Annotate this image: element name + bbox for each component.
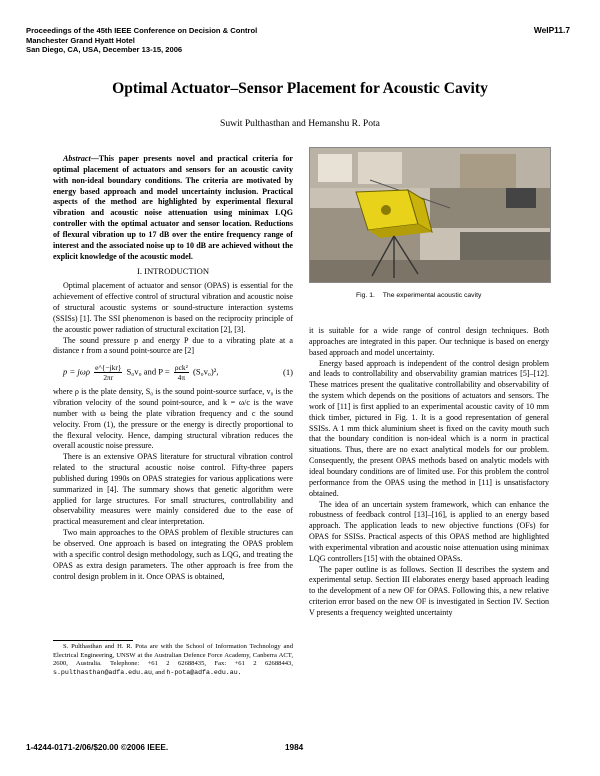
intro-paragraph-4: There is an extensive OPAS literature for structural vibration control related to the structural acoustic noise control. Fifty-three papers published during 1990s on OPAS strategies for various applications were summarized in [4]. The summary shows that genetic algorithm were applied for large structures. For small structures, controllability and observability measures were mainly considered due to the ease of practical measurement and clear interpretation.	[53, 452, 293, 527]
right-paragraph-1: it is suitable for a wide range of control design techniques. Both approaches are integrated in this paper. Our technique is based on energy based approach and model uncertainty.	[309, 326, 549, 357]
right-paragraph-2: Energy based approach is independent of the control design problem and leads to controllability and observability gramian matrices [5]–[12]. These matrices present the qualitative controllability and observability of the system which depends on the positions of actuators and sensors. The work of [11] is first applied to an experimental acoustic cavity of 10 mm thick timber, pictured in Fig. 1. It is a good representation of general SSISs. A 1 mm thick aluminium sheet is fixed on the cavity mouth such that the boundary condition is non-ideal which is a norm in practical situations. Thus, there are no exact analytical models for our problem. Consequently, the present OPAS methods based on analytic models with ideal boundary conditions are of limited use. For this problem the control performance from the OPAS using the method in [11] is unsatisfactory obtained.	[309, 358, 549, 498]
experimental-cavity-photo	[309, 147, 551, 283]
intro-paragraph-1: Optimal placement of actuator and sensor (OPAS) is essential for the achievement of effective control of structural vibration and acoustic noise of structural acoustic systems or sound-structure interaction systems (SSISs) [1]. The SSI phenomenon is based on the reciprocity principle of the acoustic power radiation of structural excitation [2], [3].	[53, 281, 293, 334]
footnote-rule	[53, 640, 133, 641]
eq-denominator-2: 4π	[177, 372, 186, 382]
header-line-2: Manchester Grand Hyatt Hotel	[26, 35, 135, 45]
eq-denominator-1: 2πr	[103, 372, 114, 382]
intro-paragraph-2: The sound pressure p and energy P due to a vibrating plate at a distance r from a sound point-source are [2]	[53, 335, 293, 356]
equation-1	[53, 357, 293, 387]
conference-header	[26, 26, 257, 55]
header-line-1: Proceedings of the 45th IEEE Conference on Decision & Control	[26, 26, 258, 35]
figure-caption-label: Fig. 1.	[356, 292, 375, 299]
abstract	[53, 154, 293, 262]
paper-title: Optimal Actuator–Sensor Placement for Acoustic Cavity	[112, 80, 488, 97]
eq-tail: (S₀v₀)²,	[192, 366, 219, 377]
figure-caption-text: The experimental acoustic cavity	[382, 292, 482, 299]
eq-numerator-1: e^{−jkr}	[95, 362, 122, 372]
footnote-affiliation: S. Pulthasthan and H. R. Pota are with the School of Information Technology and Electrical Engineering, UNSW at the Australian Defence Force Academy, Canberra ACT, 2600, Australia. Telephone: +61 2 62688435, Fax: +61 2 62688443,	[53, 643, 293, 668]
footer-isbn: 1-4244-0171-2/06/$20.00 ©2006 IEEE.	[26, 743, 169, 752]
section-heading-introduction: I. INTRODUCTION	[136, 266, 210, 277]
abstract-text: —This paper presents novel and practical criteria for optimal placement of actuators and sensors for an acoustic cavity with non-ideal boundary conditions. The criteria are motivated by energy based approach and model uncertainty inclusion. Practical aspects of the method are highlighted by experimental flexural vibration and acoustic noise attenuation using minimax LQG controller with the optimal actuator and sensor location. Reductions of flexural vibration up to 17 dB over the entire frequency range of interest and the associated noise up to 10 dB are achieved without the explicit knowledge of the acoustic model.	[53, 154, 293, 261]
eq-numerator-2: ρck²	[174, 362, 188, 372]
right-paragraph-3: The idea of an uncertain system framework, which can enhance the robustness of feedback control [13]–[16], is applied to an energy based approach. The application leads to new objective functions (OFs) for OPAS for SSISs. Practical aspects of this OPAS method are highlighted with experimental vibration and acoustic noise attenuation using minimax LQG controllers [15] with the obtained OPASs.	[309, 499, 549, 563]
eq-fraction-2	[174, 363, 189, 382]
footnote-email-1: s.pulthasthan@adfa.edu.au	[53, 669, 152, 677]
paper-code: WeIP11.7	[533, 25, 570, 35]
eq-middle: S₀v₀ and P =	[126, 366, 170, 377]
figure-caption	[356, 292, 481, 299]
intro-paragraph-3: where ρ is the plate density, S₀ is the sound point-source surface, v₀ is the vibration velocity of the sound point-source, and k = ω/c is the wave number with ω being the plate vibration frequency and c the sound velocity. From (1), the pressure or the energy is directly proportional to the flexural velocity. Hence, damping structural vibration reduces the overall acoustic noise pressure.	[53, 387, 293, 451]
right-column	[309, 326, 549, 619]
photo-illustration	[310, 148, 550, 282]
abstract-label: Abstract	[63, 154, 91, 163]
eq-lhs: p = jωρ	[63, 366, 90, 377]
footnote-email-2: h-pota@adfa.edu.au.	[166, 669, 242, 677]
eq-fraction-1	[94, 363, 122, 382]
eq-number: (1)	[282, 366, 293, 377]
footnote	[53, 643, 293, 678]
intro-paragraph-5: Two main approaches to the OPAS problem of flexible structures can be observed. One approach is based on integrating the OPAS problem with a specific control design methodology, such as LQG, and treating the OPAS as extra design parameters. The other approach is free from the control design problem in it. Once OPAS is obtained,	[53, 528, 293, 581]
header-line-3: San Diego, CA, USA, December 13-15, 2006	[26, 45, 183, 55]
left-column	[53, 154, 293, 582]
paper-authors: Suwit Pulthasthan and Hemanshu R. Pota	[220, 118, 380, 129]
page-number: 1984	[285, 743, 304, 752]
right-paragraph-4: The paper outline is as follows. Section II describes the system and experimental setup. Section III elaborates energy based approach leading to the development of a new OF for OPAS. Following this, a new relative criterion error based on the new OF is investigated in Section IV. Section V presents a frequency weighted uncertainty	[309, 564, 549, 617]
footnote-and: , and	[151, 669, 165, 677]
